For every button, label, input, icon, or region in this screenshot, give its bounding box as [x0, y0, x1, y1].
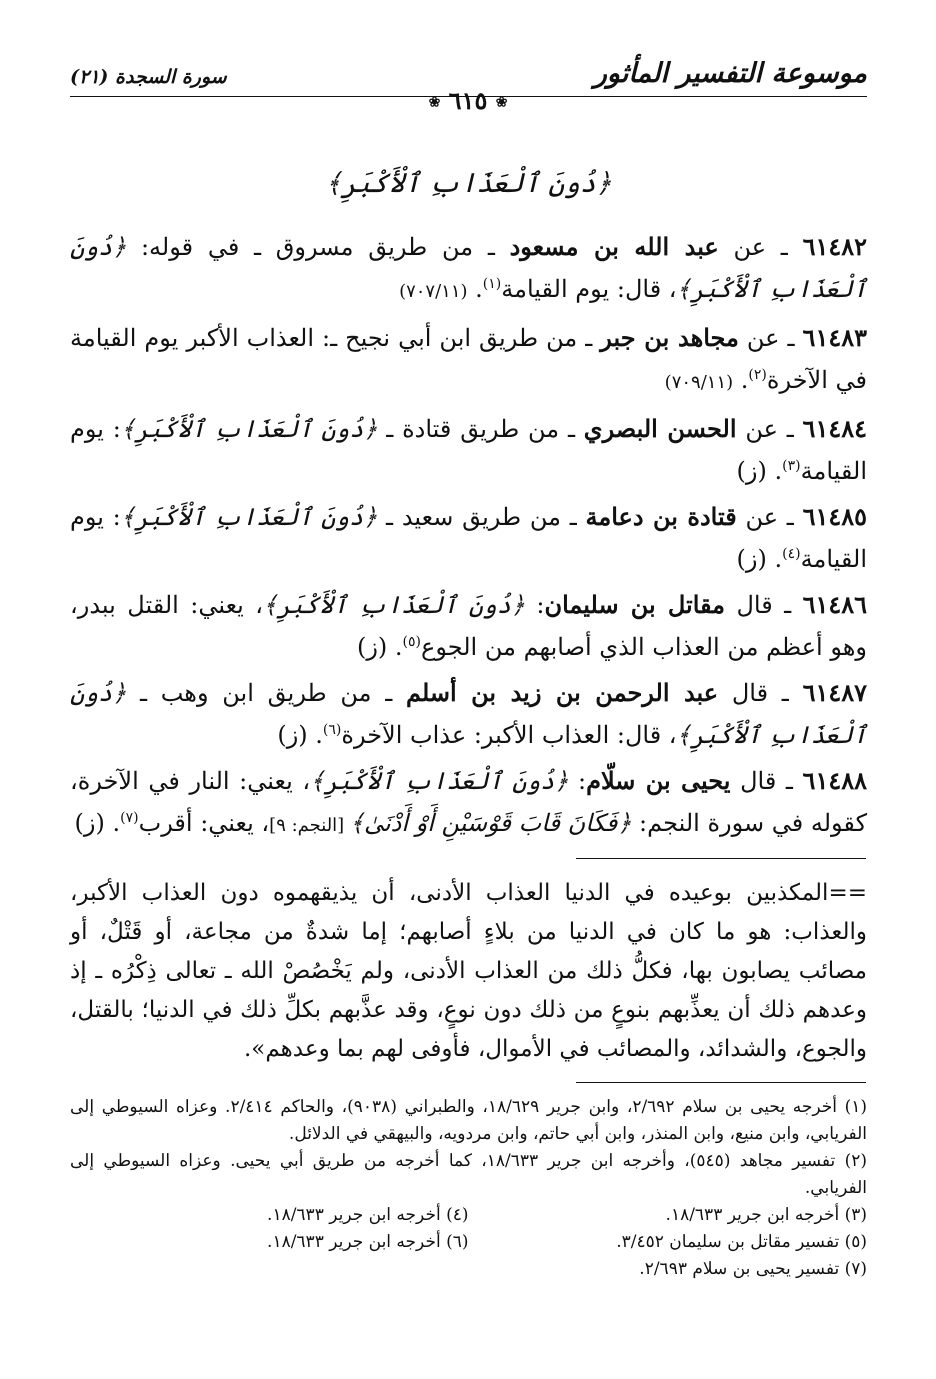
entry-text: ، يعني: النار في الآخرة، كقوله في سورة النجم: — [70, 767, 867, 837]
page-number-line — [0, 86, 936, 115]
entry-number: ٦١٤٨٧ — [802, 678, 868, 707]
footnotes — [70, 1094, 867, 1283]
entry-number: ٦١٤٨٣ — [802, 323, 867, 352]
entry-text: ـ قال — [725, 591, 803, 619]
entry-author: قتادة بن دعامة — [585, 502, 737, 531]
entry-text: ، قال: العذاب الأكبر: عذاب الآخرة — [341, 721, 677, 749]
entries — [70, 226, 867, 851]
entry — [70, 317, 867, 404]
footnote: (٦) أخرجه ابن جرير ١٨/٦٣٣. — [267, 1232, 469, 1252]
entry-text: ـ من طريق قتادة ـ — [377, 415, 584, 443]
footnote-marker: (٤) — [782, 546, 801, 562]
entry-text: ـ من طريق ابن أبي نجيح ـ: العذاب الأكبر يوم القيامة في الآخرة — [70, 324, 867, 394]
quran-quote: ﴿دُونَ ٱلْعَذَابِ ٱلْأَكْبَرِ﴾ — [120, 503, 378, 531]
footnote: (٥) تفسير مقاتل بن سليمان ٣/٤٥٢. — [616, 1232, 867, 1252]
ornament-icon: ❀ — [428, 94, 441, 111]
footnote-marker: (٥) — [402, 634, 421, 650]
entry-author: عبد الله بن مسعود — [509, 232, 719, 261]
entry — [70, 672, 867, 756]
book-title: موسوعة التفسير المأثور — [593, 58, 867, 89]
section-title: ﴿دُونَ ٱلْعَذَابِ ٱلْأَكْبَرِ﴾ — [325, 168, 612, 199]
entry-author: عبد الرحمن بن زيد بن أسلم — [406, 678, 719, 707]
entry-text: ـ قال — [730, 767, 803, 795]
ornament-icon: ❀ — [495, 94, 508, 111]
footnote-row — [70, 1229, 867, 1256]
entry-text: . (ز) — [736, 457, 783, 485]
footnote: (٤) أخرجه ابن جرير ١٨/٦٣٣. — [267, 1205, 469, 1225]
entry — [70, 226, 867, 313]
quran-quote: ﴿فَكَانَ قَابَ قَوْسَيْنِ أَوْ أَدْنَىٰ﴾ — [349, 809, 632, 837]
volume-reference: (٧٠٩/١١) — [664, 372, 734, 393]
entry-author: يحيى بن سلّام — [586, 766, 731, 795]
divider — [576, 858, 866, 859]
footnote-divider — [576, 1082, 866, 1083]
volume-reference: (٧٠٧/١١) — [399, 281, 468, 302]
quran-quote: ﴿دُونَ ٱلْعَذَابِ ٱلْأَكْبَرِ﴾ — [70, 233, 867, 303]
surah-reference: [النجم: ٩] — [269, 815, 350, 836]
entry — [70, 496, 867, 580]
quran-quote: ﴿دُونَ ٱلْعَذَابِ ٱلْأَكْبَرِ﴾ — [70, 679, 867, 749]
footnote-marker: (٦) — [322, 722, 342, 738]
entry-number: ٦١٤٨٨ — [802, 766, 867, 795]
footnote: (٢) تفسير مجاهد (٥٤٥)، وأخرجه ابن جرير ١٨/٦٣٣، كما أخرجه من طريق أبي يحيى. وعزاه السيوطي إلى الفريابي. — [70, 1151, 867, 1198]
entry-number: ٦١٤٨٢ — [802, 232, 868, 261]
footnote-marker: (٧) — [120, 810, 139, 826]
footnote: (٧) تفسير يحيى بن سلام ٢/٦٩٣. — [639, 1259, 867, 1279]
surah-label: سورة السجدة (٢١) — [70, 66, 227, 88]
entry-text: . (ز) — [736, 545, 783, 573]
entry-text: : — [524, 591, 545, 619]
entry-author: مقاتل بن سليمان — [544, 590, 726, 619]
entry-text: ، قال: يوم القيامة — [501, 275, 677, 303]
footnote-marker: (٢) — [748, 367, 767, 383]
footnote-marker: (١) — [482, 276, 502, 292]
entry — [70, 760, 867, 847]
entry — [70, 408, 867, 492]
entry-number: ٦١٤٨٦ — [802, 590, 868, 619]
entry-author: الحسن البصري — [583, 414, 737, 443]
entry-text: ـ عن — [736, 415, 803, 443]
quran-quote: ﴿دُونَ ٱلْعَذَابِ ٱلْأَكْبَرِ﴾ — [263, 591, 525, 619]
entry-text: . (ز) — [277, 721, 323, 749]
footnote: (١) أخرجه يحيى بن سلام ٢/٦٩٢، وابن جرير ١٨/٦٢٩، والطبراني (٩٠٣٨)، والحاكم ٢/٤١٤. وعزاه السيوطي إلى الفريابي، وابن منيع، وابن المنذر، وابن أبي حاتم، وابن مردويه، والبيهقي في الدلائل. — [70, 1097, 868, 1144]
entry-text: ، يعني: القتل ببدر، وهو أعظم من العذاب الذي أصابهم من الجوع — [70, 591, 867, 661]
entry-text: : — [568, 767, 587, 795]
footnote: (٣) أخرجه ابن جرير ١٨/٦٣٣. — [665, 1205, 867, 1225]
continuation-note: ==المكذبين بوعيده في الدنيا العذاب الأدنى، أن يذيقهموه دون العذاب الأكبر، والعذاب: هو ما كان في الدنيا من بلاءٍ أصابهم؛ إما شدةٌ من مجاعة، أو قَتْلٌ، أو مصائب يصابون بها، فكلُّ ذلك من العذاب الأدنى، ولم يَخْصُصْ الله ـ تعالى ذِكْرُه ـ إذ وعدهم ذلك أن يعذِّبهم بنوعٍ من ذلك دون نوعٍ، وقد عذَّبهم بكلِّ ذلك في الدنيا؛ بالقتل، والجوع، والشدائد، والمصائب في الأموال، فأوفى لهم بما وعدهم». — [70, 880, 867, 1062]
entry-text: ـ من طريق سعيد ـ — [377, 503, 586, 531]
entry-text: . (ز) — [356, 633, 403, 661]
entry-text: : يوم القيامة — [70, 415, 867, 485]
page-number: ٦١٥ — [448, 86, 488, 115]
entry-text: ـ من طريق ابن وهب ـ — [126, 679, 407, 707]
entry-text: ـ عن — [718, 233, 803, 261]
entry-text: . (ز) — [74, 809, 121, 837]
entry-text: . — [467, 275, 483, 303]
footnote-marker: (٣) — [782, 458, 801, 474]
entry-number: ٦١٤٨٥ — [802, 502, 868, 531]
entry-text: ـ عن — [736, 503, 803, 531]
entry-text: ـ عن — [738, 324, 803, 352]
quran-quote: ﴿دُونَ ٱلْعَذَابِ ٱلْأَكْبَرِ﴾ — [120, 415, 378, 443]
entry — [70, 584, 867, 668]
footnote-row — [70, 1202, 867, 1229]
entry-author: مجاهد بن جبر — [600, 323, 739, 352]
entry-text: ، يعني: أقرب — [138, 809, 270, 837]
quran-quote: ﴿دُونَ ٱلْعَذَابِ ٱلْأَكْبَرِ﴾ — [310, 767, 569, 795]
entry-text: ـ من طريق مسروق ـ في قوله: — [126, 233, 510, 261]
entry-number: ٦١٤٨٤ — [802, 414, 867, 443]
entry-text: : يوم القيامة — [70, 503, 867, 573]
entry-text: ـ قال — [718, 679, 803, 707]
entry-text: . — [733, 366, 749, 394]
